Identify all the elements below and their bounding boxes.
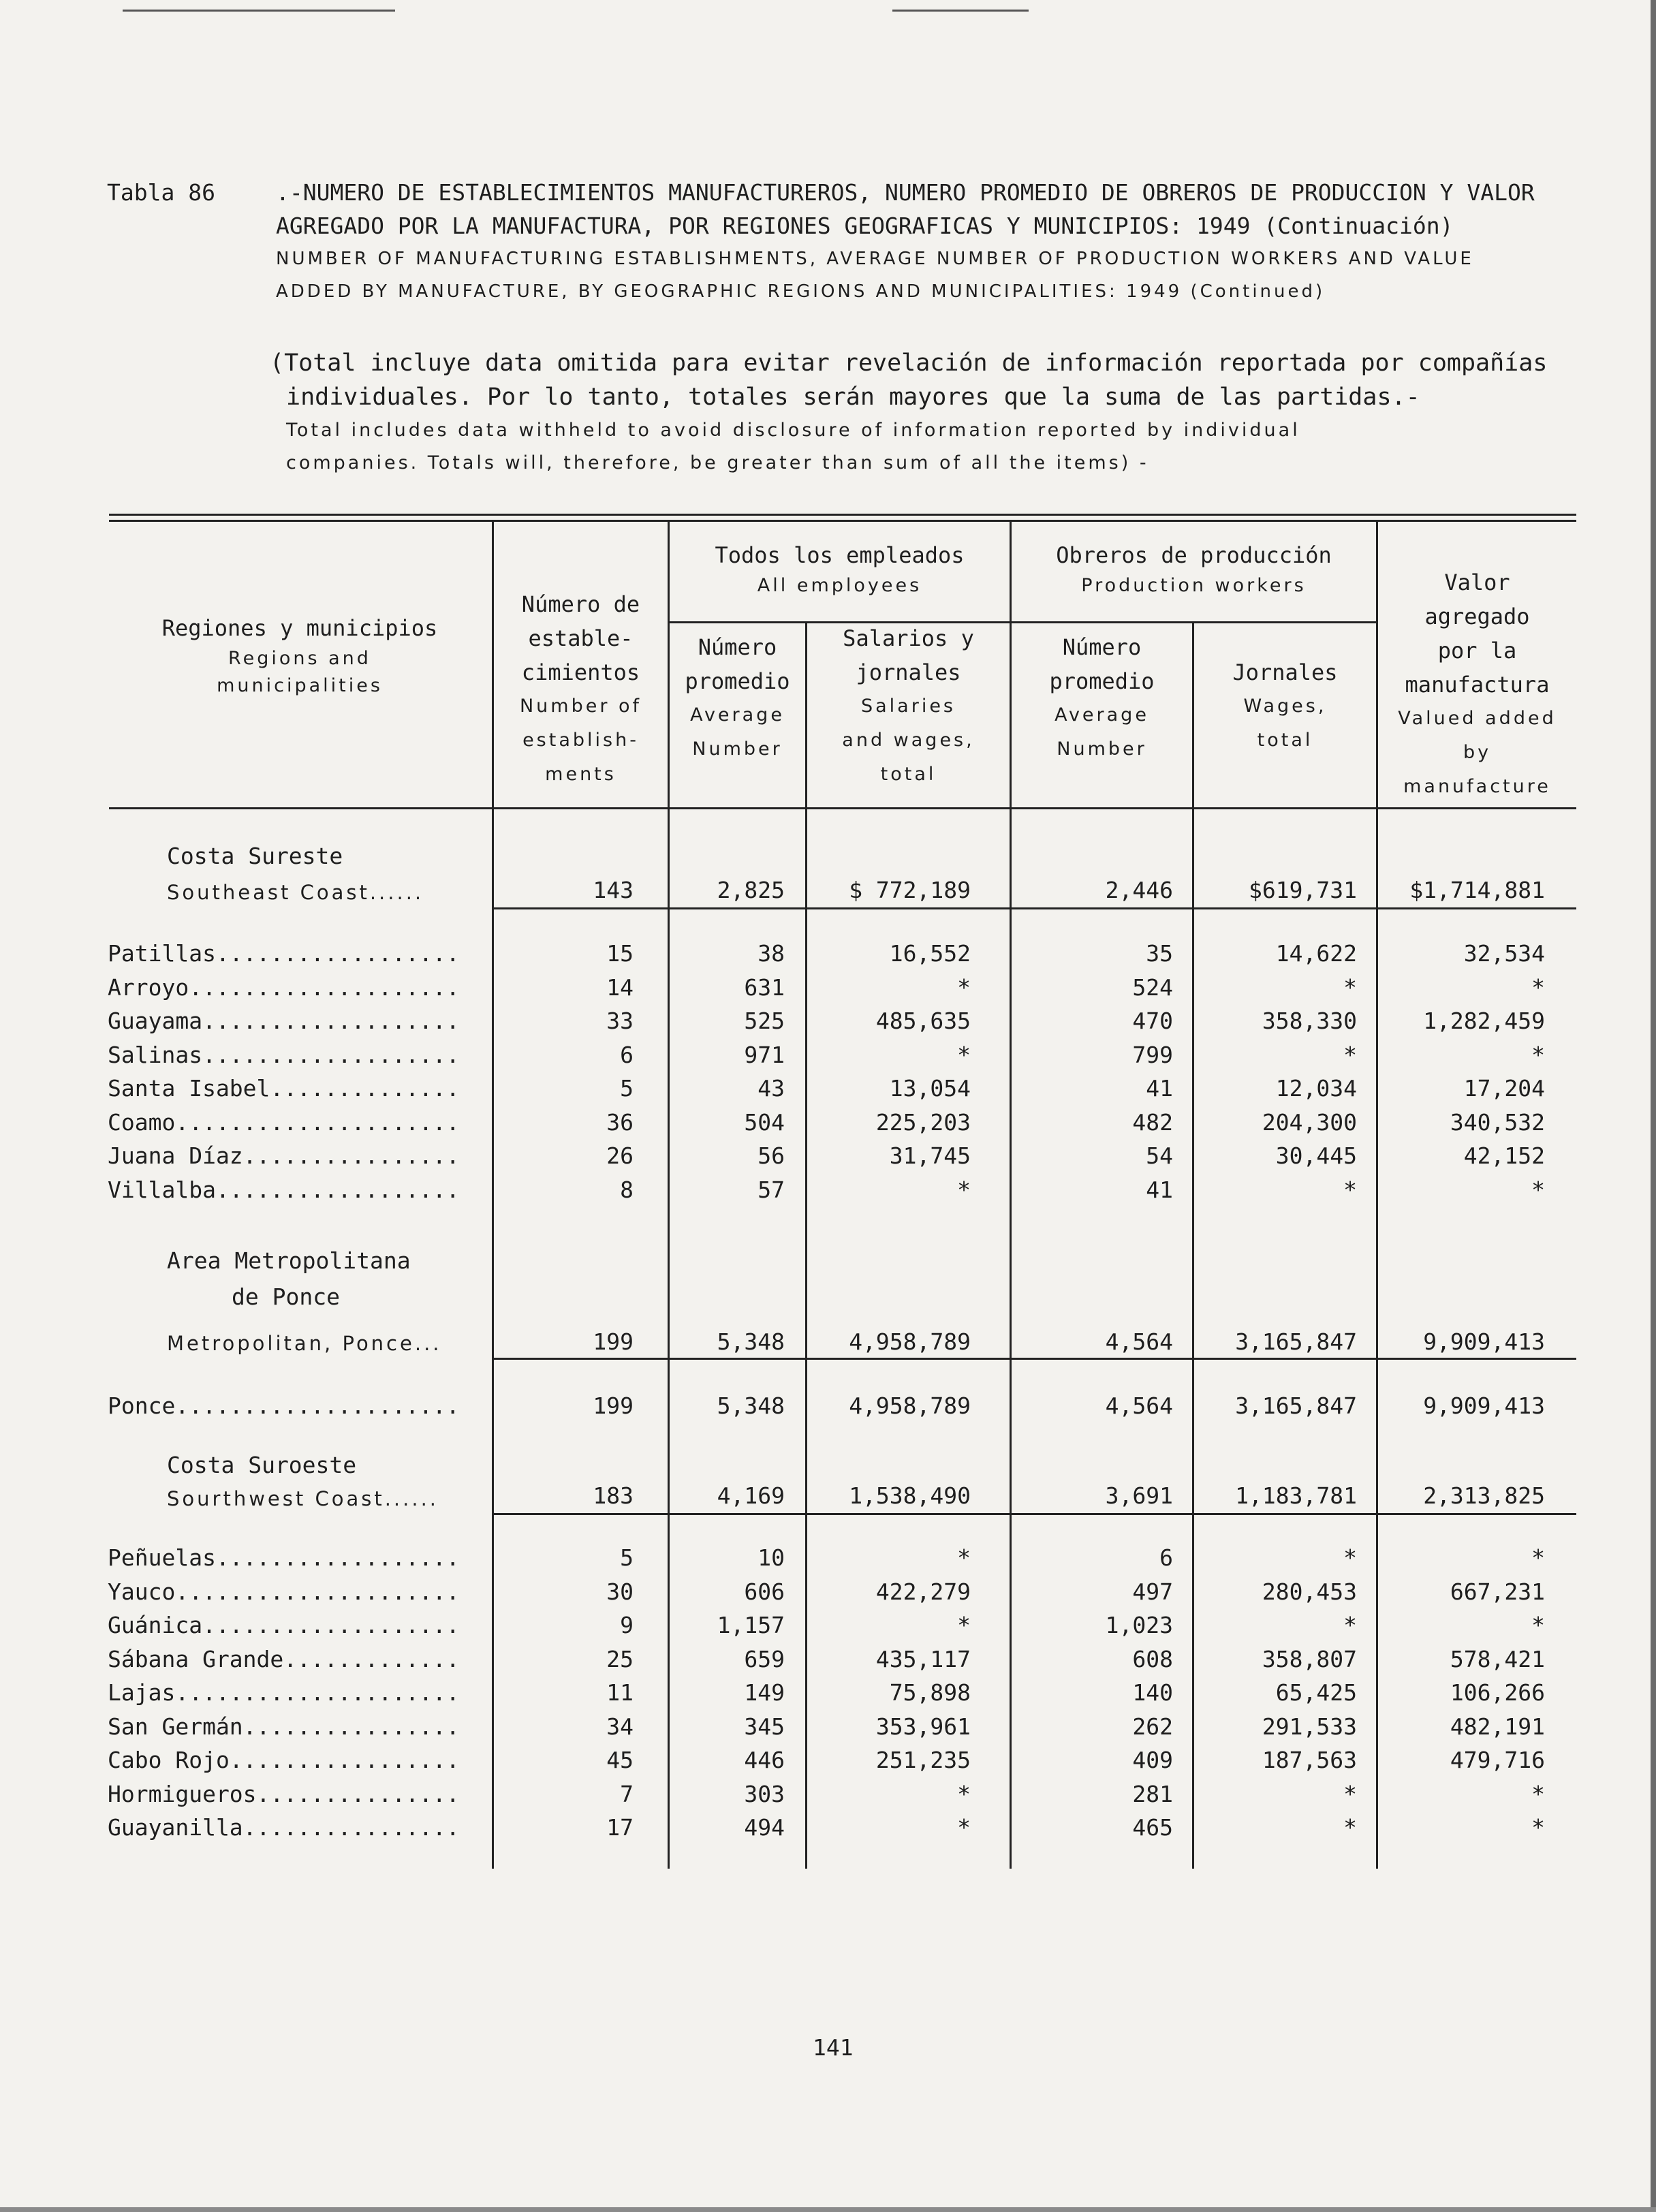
note-en-line1: Total includes data withheld to avoid disclosure of information reported by individual: [286, 420, 1300, 441]
region-metro-name-es1: Area Metropolitana: [167, 1247, 411, 1274]
municipality-row-cell: 479,716: [1450, 1747, 1545, 1773]
region-southeast-total-cell: $619,731: [1249, 877, 1357, 903]
region-southeast-total-cell: $1,714,881: [1409, 877, 1545, 903]
municipality-row-cell: 187,563: [1262, 1747, 1357, 1773]
municipality-row-cell: 41: [1146, 1075, 1173, 1102]
region-metro-total-cell: 3,165,847: [1235, 1328, 1357, 1355]
municipality-row-cell: 42,152: [1463, 1142, 1545, 1169]
municipality-row-cell: *: [1531, 1544, 1545, 1571]
municipality-row-cell: 578,421: [1450, 1645, 1545, 1672]
header-pw-wages: Jornales Wages, total: [1232, 659, 1338, 751]
region-southwest-total-cell: 183: [593, 1482, 634, 1509]
region-southwest-total-cell: 3,691: [1105, 1482, 1173, 1509]
municipality-row-name: Patillas..................: [108, 940, 460, 967]
municipality-row-cell: 524: [1132, 973, 1173, 1001]
title-en-line1: NUMBER OF MANUFACTURING ESTABLISHMENTS, AVERAGE NUMBER OF PRODUCTION WORKERS AND VALUE: [276, 249, 1474, 269]
header-all-employees: Todos los empleados All employees: [715, 542, 965, 596]
municipality-row-cell: 482: [1132, 1108, 1173, 1136]
title-en-line2: ADDED BY MANUFACTURE, BY GEOGRAPHIC REGIONS AND MUNICIPALITIES: 1949 (Continued): [276, 281, 1326, 302]
municipality-row-cell: 504: [744, 1108, 785, 1136]
municipality-row-cell: *: [1343, 973, 1357, 1001]
municipality-row-cell: 140: [1132, 1679, 1173, 1706]
header-emp-number: Número promedio Average Number: [685, 634, 790, 760]
municipality-row-cell: 971: [744, 1041, 785, 1068]
municipality-row-cell: 11: [606, 1679, 634, 1706]
municipality-row-name: Salinas...................: [108, 1041, 460, 1068]
municipality-row-name: Cabo Rojo.................: [108, 1747, 460, 1773]
region-metro-total-cell: 4,958,789: [849, 1328, 971, 1355]
municipality-row-cell: 5,348: [717, 1392, 785, 1419]
header-bottom-rule: [109, 807, 1576, 809]
region-metro-total-cell: 199: [593, 1328, 634, 1355]
municipality-row-cell: *: [1343, 1041, 1357, 1068]
region-southeast-total-cell: 143: [593, 877, 634, 903]
municipality-row-cell: *: [1343, 1612, 1357, 1638]
title-es-line2: AGREGADO POR LA MANUFACTURA, POR REGIONES GEOGRAFICAS Y MUNICIPIOS: 1949 (Continuación): [276, 213, 1454, 239]
municipality-row-cell: 225,203: [875, 1108, 971, 1136]
region-metro-name-es2: de Ponce: [232, 1283, 340, 1310]
table-top-rule: [109, 514, 1576, 516]
municipality-row-name: San Germán................: [108, 1713, 460, 1740]
municipality-row-cell: 12,034: [1275, 1075, 1357, 1102]
region-southwest-total-cell: 4,169: [717, 1482, 785, 1509]
municipality-row-cell: 75,898: [889, 1679, 971, 1706]
region-metro-total-cell: 4,564: [1105, 1328, 1173, 1355]
municipality-row-cell: 9,909,413: [1423, 1392, 1545, 1419]
municipality-row-cell: *: [957, 1041, 971, 1068]
municipality-row-cell: 281: [1132, 1780, 1173, 1807]
municipality-row-cell: 358,807: [1262, 1645, 1357, 1672]
municipality-row-cell: *: [957, 1612, 971, 1638]
municipality-row-cell: 34: [606, 1713, 634, 1740]
header-divider: [668, 621, 1376, 623]
municipality-row-cell: 291,533: [1262, 1713, 1357, 1740]
table-top-rule: [109, 520, 1576, 522]
municipality-row-cell: 33: [606, 1008, 634, 1034]
municipality-row-cell: 36: [606, 1108, 634, 1136]
municipality-row-cell: *: [1531, 1780, 1545, 1807]
municipality-row-name: Yauco.....................: [108, 1578, 460, 1605]
municipality-row-cell: 35: [1146, 940, 1173, 967]
top-rule-fragment: [123, 10, 395, 12]
municipality-row-cell: 470: [1132, 1008, 1173, 1034]
municipality-row-cell: *: [957, 973, 971, 1001]
municipality-row-cell: 9: [620, 1612, 634, 1638]
municipality-row-cell: *: [1531, 1176, 1545, 1203]
municipality-row-cell: 465: [1132, 1814, 1173, 1841]
municipality-row-cell: 446: [744, 1747, 785, 1773]
header-production-workers: Obreros de producción Production workers: [1056, 542, 1332, 596]
municipality-row-cell: 32,534: [1463, 940, 1545, 967]
municipality-row-cell: 631: [744, 973, 785, 1001]
municipality-row-cell: 3,165,847: [1235, 1392, 1357, 1419]
municipality-row-name: Ponce.....................: [108, 1392, 460, 1419]
municipality-row-cell: 14,622: [1275, 940, 1357, 967]
municipality-row-cell: 422,279: [875, 1578, 971, 1605]
region-southwest-total-cell: 1,538,490: [849, 1482, 971, 1509]
municipality-row-cell: 799: [1132, 1041, 1173, 1068]
municipality-row-cell: 606: [744, 1578, 785, 1605]
header-regions: Regiones y municipios Regions and municipalities: [161, 615, 438, 696]
header-pw-number: Número promedio Average Number: [1049, 634, 1155, 760]
municipality-row-cell: 608: [1132, 1645, 1173, 1672]
municipality-row-cell: 17: [606, 1814, 634, 1841]
municipality-row-cell: 485,635: [875, 1008, 971, 1034]
header-establishments: Número de estable- cimientos Number of establish- ments: [519, 591, 642, 785]
municipality-row-cell: *: [1343, 1176, 1357, 1203]
municipality-row-cell: 41: [1146, 1176, 1173, 1203]
municipality-row-cell: 1,023: [1105, 1612, 1173, 1638]
top-rule-fragment: [892, 10, 1029, 12]
region-total-rule: [492, 1513, 1576, 1515]
municipality-row-cell: 5: [620, 1075, 634, 1102]
municipality-row-cell: 149: [744, 1679, 785, 1706]
municipality-row-cell: 30,445: [1275, 1142, 1357, 1169]
region-metro-total-cell: 9,909,413: [1423, 1328, 1545, 1355]
municipality-row-cell: 199: [593, 1392, 634, 1419]
municipality-row-name: Villalba..................: [108, 1176, 460, 1203]
region-metro-name-en: Metropolitan, Ponce...: [167, 1332, 442, 1355]
municipality-row-name: Hormigueros...............: [108, 1780, 460, 1807]
municipality-row-name: Santa Isabel..............: [108, 1075, 460, 1102]
municipality-row-cell: 8: [620, 1176, 634, 1203]
page-edge-bottom: [0, 2207, 1656, 2212]
municipality-row-cell: 280,453: [1262, 1578, 1357, 1605]
municipality-row-cell: *: [1531, 1612, 1545, 1638]
region-southwest-name-es: Costa Suroeste: [167, 1452, 357, 1478]
table-note: [270, 346, 1564, 480]
municipality-row-cell: 4,958,789: [849, 1392, 971, 1419]
municipality-row-cell: 7: [620, 1780, 634, 1807]
municipality-row-cell: 667,231: [1450, 1578, 1545, 1605]
region-total-rule: [492, 907, 1576, 909]
municipality-row-cell: *: [957, 1780, 971, 1807]
municipality-row-cell: 262: [1132, 1713, 1173, 1740]
municipality-row-cell: 1,157: [717, 1612, 785, 1638]
table-label: Tabla 86: [107, 179, 215, 206]
region-southeast-total-cell: 2,446: [1105, 877, 1173, 903]
municipality-row-cell: 25: [606, 1645, 634, 1672]
municipality-row-cell: *: [1343, 1544, 1357, 1571]
municipality-row-cell: 16,552: [889, 940, 971, 967]
note-es-line1: (Total incluye data omitida para evitar revelación de información reportada por compañías: [270, 349, 1548, 377]
region-southwest-name-en: Sourthwest Coast......: [167, 1487, 439, 1510]
municipality-row-cell: 45: [606, 1747, 634, 1773]
municipality-row-cell: 435,117: [875, 1645, 971, 1672]
municipality-row-cell: 31,745: [889, 1142, 971, 1169]
region-southwest-total-cell: 1,183,781: [1235, 1482, 1357, 1509]
municipality-row-cell: 56: [757, 1142, 785, 1169]
region-southeast-name-en: Southeast Coast......: [167, 881, 424, 904]
municipality-row-cell: 251,235: [875, 1747, 971, 1773]
municipality-row-cell: 494: [744, 1814, 785, 1841]
municipality-row-cell: *: [1343, 1780, 1357, 1807]
municipality-row-cell: 57: [757, 1176, 785, 1203]
municipality-row-cell: 30: [606, 1578, 634, 1605]
municipality-row-cell: *: [1531, 1041, 1545, 1068]
municipality-row-cell: *: [957, 1814, 971, 1841]
municipality-row-cell: 4,564: [1105, 1392, 1173, 1419]
title-es-line1: .-NUMERO DE ESTABLECIMIENTOS MANUFACTUREROS, NUMERO PROMEDIO DE OBREROS DE PRODUCCION Y VALOR: [276, 179, 1535, 206]
municipality-row-cell: 5: [620, 1544, 634, 1571]
municipality-row-name: Guayanilla................: [108, 1814, 460, 1841]
municipality-row-cell: 497: [1132, 1578, 1173, 1605]
municipality-row-name: Guánica...................: [108, 1612, 460, 1638]
note-en-line2: companies. Totals will, therefore, be greater than sum of all the items) -: [286, 452, 1149, 473]
municipality-row-cell: 65,425: [1275, 1679, 1357, 1706]
header-value-added: Valor agregado por la manufactura Valued added by manufacture: [1398, 570, 1557, 797]
page-number: 141: [813, 2034, 854, 2061]
municipality-row-cell: 17,204: [1463, 1075, 1545, 1102]
table-title: [107, 176, 1578, 308]
municipality-row-name: Guayama...................: [108, 1008, 460, 1034]
municipality-row-name: Coamo.....................: [108, 1108, 460, 1136]
region-southeast-name-es: Costa Sureste: [167, 843, 343, 869]
header-emp-wages: Salarios y jornales Salaries and wages, total: [842, 625, 975, 785]
municipality-row-cell: 659: [744, 1645, 785, 1672]
municipality-row-name: Arroyo....................: [108, 973, 460, 1001]
region-total-rule: [492, 1358, 1576, 1360]
municipality-row-cell: *: [1343, 1814, 1357, 1841]
municipality-row-cell: *: [1531, 1814, 1545, 1841]
municipality-row-cell: 482,191: [1450, 1713, 1545, 1740]
municipality-row-cell: 14: [606, 973, 634, 1001]
municipality-row-cell: 106,266: [1450, 1679, 1545, 1706]
municipality-row-cell: 6: [620, 1041, 634, 1068]
municipality-row-cell: 353,961: [875, 1713, 971, 1740]
region-southwest-total-cell: 2,313,825: [1423, 1482, 1545, 1509]
municipality-row-cell: 525: [744, 1008, 785, 1034]
municipality-row-cell: *: [1531, 973, 1545, 1001]
municipality-row-name: Juana Díaz................: [108, 1142, 460, 1169]
municipality-row-cell: 54: [1146, 1142, 1173, 1169]
municipality-row-cell: *: [957, 1176, 971, 1203]
municipality-row-cell: 340,532: [1450, 1108, 1545, 1136]
municipality-row-cell: 15: [606, 940, 634, 967]
municipality-row-cell: 38: [757, 940, 785, 967]
municipality-row-name: Peñuelas..................: [108, 1544, 460, 1571]
municipality-row-cell: 1,282,459: [1423, 1008, 1545, 1034]
municipality-row-cell: *: [957, 1544, 971, 1571]
municipality-row-cell: 6: [1159, 1544, 1173, 1571]
municipality-row-cell: 345: [744, 1713, 785, 1740]
municipality-row-cell: 204,300: [1262, 1108, 1357, 1136]
note-es-line2: individuales. Por lo tanto, totales serán mayores que la suma de las partidas.-: [286, 384, 1420, 411]
municipality-row-name: Lajas.....................: [108, 1679, 460, 1706]
region-southeast-total-cell: $ 772,189: [849, 877, 971, 903]
region-southeast-total-cell: 2,825: [717, 877, 785, 903]
municipality-row-cell: 43: [757, 1075, 785, 1102]
page-edge: [1651, 0, 1656, 2212]
municipality-row-cell: 358,330: [1262, 1008, 1357, 1034]
municipality-row-name: Sábana Grande.............: [108, 1645, 460, 1672]
municipality-row-cell: 13,054: [889, 1075, 971, 1102]
region-metro-total-cell: 5,348: [717, 1328, 785, 1355]
municipality-row-cell: 409: [1132, 1747, 1173, 1773]
municipality-row-cell: 10: [757, 1544, 785, 1571]
municipality-row-cell: 26: [606, 1142, 634, 1169]
municipality-row-cell: 303: [744, 1780, 785, 1807]
